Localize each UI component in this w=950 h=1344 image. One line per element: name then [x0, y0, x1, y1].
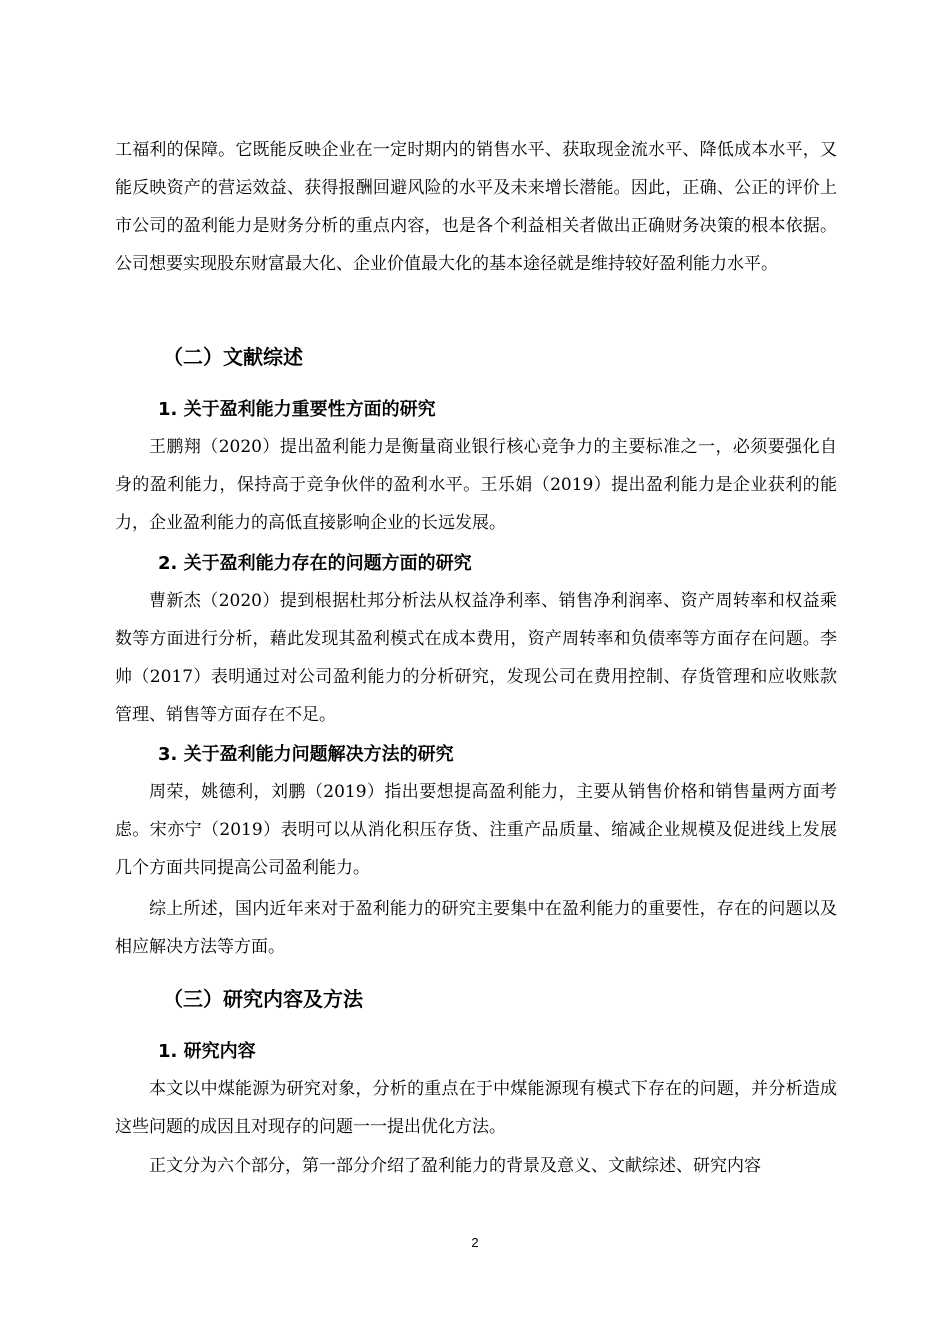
- page-number: 2: [471, 1235, 479, 1250]
- subheading-solutions-research: 3. 关于盈利能力问题解决方法的研究: [158, 744, 454, 765]
- section-heading-literature-review: （二）文献综述: [163, 345, 303, 369]
- paragraph-importance: 王鹏翔（2020）提出盈利能力是衡量商业银行核心竞争力的主要标准之一，必须要强化自身的盈利能力，保持高于竞争伙伴的盈利水平。王乐娟（2019）提出盈利能力是企业获利的能力，企业盈利能力的高低直接影响企业的长远发展。: [115, 437, 837, 533]
- paragraph-structure: 正文分为六个部分，第一部分介绍了盈利能力的背景及意义、文献综述、研究内容: [149, 1156, 761, 1176]
- section-heading-research-content-methods: （三）研究内容及方法: [163, 987, 363, 1011]
- paragraph-summary: 综上所述，国内近年来对于盈利能力的研究主要集中在盈利能力的重要性，存在的问题以及相应解决方法等方面。: [115, 899, 837, 957]
- subheading-importance-research: 1. 关于盈利能力重要性方面的研究: [158, 399, 436, 420]
- paragraph-intro-continuation: 工福利的保障。它既能反映企业在一定时期内的销售水平、获取现金流水平、降低成本水平，又能反映资产的营运效益、获得报酬回避风险的水平及未来增长潜能。因此，正确、公正的评价上市公司的盈利能力是财务分析的重点内容，也是各个利益相关者做出正确财务决策的根本依据。公司想要实现股东财富最大化、企业价值最大化的基本途径就是维持较好盈利能力水平。: [115, 140, 837, 274]
- paragraph-research-content: 本文以中煤能源为研究对象，分析的重点在于中煤能源现有模式下存在的问题，并分析造成这些问题的成因且对现存的问题一一提出优化方法。: [115, 1079, 837, 1137]
- subheading-research-content: 1. 研究内容: [158, 1041, 256, 1062]
- paragraph-solutions: 周荣，姚德利，刘鹏（2019）指出要想提高盈利能力，主要从销售价格和销售量两方面考虑。宋亦宁（2019）表明可以从消化积压存货、注重产品质量、缩减企业规模及促进线上发展几个方面共同提高公司盈利能力。: [115, 782, 837, 878]
- subheading-problems-research: 2. 关于盈利能力存在的问题方面的研究: [158, 553, 472, 574]
- paragraph-problems: 曹新杰（2020）提到根据杜邦分析法从权益净利率、销售净利润率、资产周转率和权益乘数等方面进行分析，藉此发现其盈利模式在成本费用，资产周转率和负债率等方面存在问题。李帅（2017）表明通过对公司盈利能力的分析研究，发现公司在费用控制、存货管理和应收账款管理、销售等方面存在不足。: [115, 591, 837, 725]
